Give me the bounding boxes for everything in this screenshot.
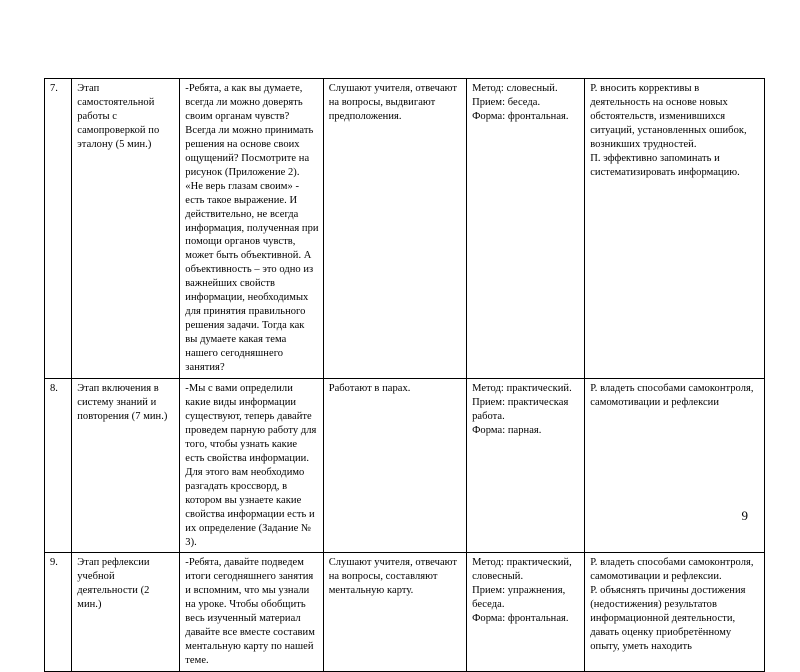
page-number: 9 bbox=[741, 508, 748, 523]
uud-cell: Р. вносить коррективы в деятельность на основе новых обстоятельств, изменившихся ситуаций, установленных ошибок, возникших трудностей. П. эффективно запоминать и систематизировать информацию. bbox=[585, 79, 765, 379]
row-number-cell: 8. bbox=[45, 379, 72, 553]
lesson-stage-cell: Этап самостоятельной работы с самопроверкой по эталону (5 мин.) bbox=[72, 79, 180, 379]
pupil-activity-cell: Слушают учителя, отвечают на вопросы, составляют ментальную карту. bbox=[323, 553, 466, 672]
pupil-activity-cell: Слушают учителя, отвечают на вопросы, выдвигают предположения. bbox=[323, 79, 466, 379]
uud-cell: Р. владеть способами самоконтроля, самомотивации и рефлексии. Р. объяснять причины достижения (недостижения) результатов информационной деятельности, давать оценку приобретённому опыту, уметь находить bbox=[585, 553, 765, 672]
methods-cell: Метод: словесный. Прием: беседа. Форма: фронтальная. bbox=[467, 79, 585, 379]
table-row bbox=[45, 379, 765, 553]
pupil-activity-cell: Работают в парах. bbox=[323, 379, 466, 553]
teacher-activity-cell: -Мы с вами определили какие виды информации существуют, теперь давайте проведем парную работу для того, чтобы узнать какие есть свойства информации. Для этого вам необходимо разгадать кроссворд, в котором вы узнаете какие свойства информации есть и их определение (Задание № 3). bbox=[180, 379, 323, 553]
table-row bbox=[45, 553, 765, 672]
methods-cell: Метод: практический. Прием: практическая работа. Форма: парная. bbox=[467, 379, 585, 553]
teacher-activity-cell: -Ребята, давайте подведем итоги сегодняшнего занятия и вспомним, что мы узнали на уроке. Чтобы обобщить весь изученный материал давайте все вместе составим ментальную карту по нашей теме. bbox=[180, 553, 323, 672]
uud-cell: Р. владеть способами самоконтроля, самомотивации и рефлексии bbox=[585, 379, 765, 553]
row-number-cell: 7. bbox=[45, 79, 72, 379]
methods-cell: Метод: практический, словесный. Прием: упражнения, беседа. Форма: фронтальная. bbox=[467, 553, 585, 672]
lesson-stage-cell: Этап рефлексии учебной деятельности (2 мин.) bbox=[72, 553, 180, 672]
table-body bbox=[45, 79, 765, 672]
row-number-cell: 9. bbox=[45, 553, 72, 672]
lesson-stage-cell: Этап включения в систему знаний и повторения (7 мин.) bbox=[72, 379, 180, 553]
lesson-plan-table bbox=[44, 78, 765, 672]
teacher-activity-cell: -Ребята, а как вы думаете, всегда ли можно доверять своим органам чувств? Всегда ли можно принимать решения на основе своих ощущений? Посмотрите на рисунок (Приложение 2). «Не верь глазам своим» - есть такое выражение. И действительно, не всегда информация, полученная при помощи органов чувств, может быть объективной. А объективность – это одно из важнейших свойств информации, необходимых для принятия правильного решения задачи. Тогда как вы думаете какая тема нашего сегодняшнего занятия? bbox=[180, 79, 323, 379]
table-row bbox=[45, 79, 765, 379]
